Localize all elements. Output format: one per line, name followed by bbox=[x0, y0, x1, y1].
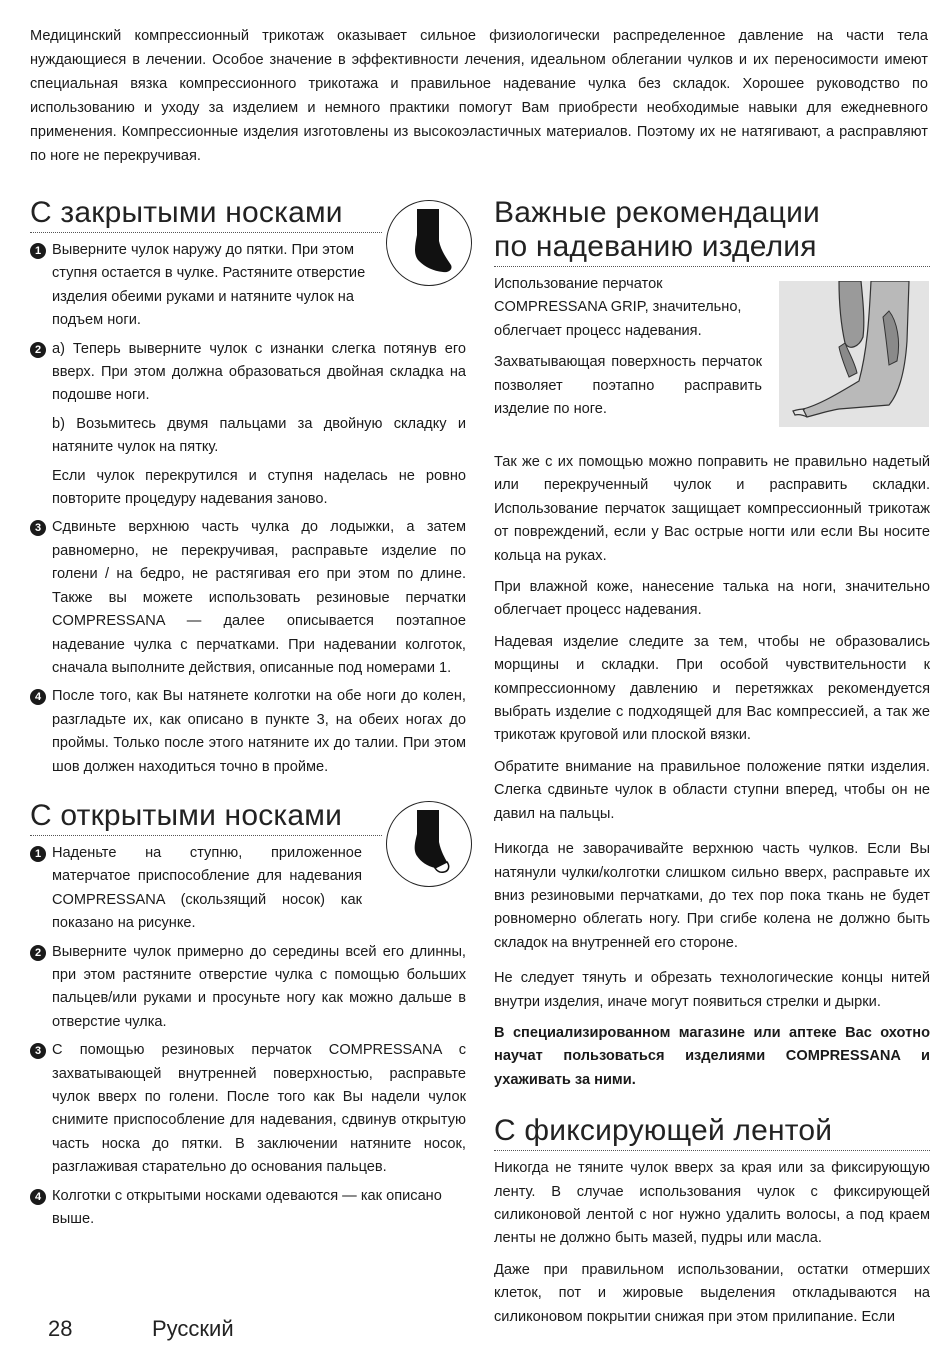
step-number-badge: 3 bbox=[30, 520, 46, 536]
open-toe-section-header bbox=[30, 799, 466, 836]
recommendations-title-line-1: Важные рекомендации bbox=[494, 196, 820, 229]
closed-step-1 bbox=[30, 239, 466, 333]
right-column bbox=[494, 196, 930, 1337]
page-language: Русский bbox=[152, 1316, 234, 1341]
band-paragraph-2: Даже при правильном использовании, остатки отмерших клеток, пот и жировые выделения откладываются на силиконовом покрытии снижая при этом прилипание. Если bbox=[494, 1261, 930, 1325]
step-text: Выверните чулок наружу до пятки. При этом ступня остается в чулке. Растяните отверстие изделия обеими руками и натяните чулок на подъем ноги. bbox=[52, 242, 366, 329]
closed-step-3 bbox=[30, 516, 466, 680]
closed-step-2 bbox=[30, 338, 466, 408]
step-text: Выверните чулок примерно до середины всей его длинны, при этом растяните отверстие чулка с помощью больших пальцев/или руками и просуньте ногу как можно дальше в отверстие чулка. bbox=[52, 943, 466, 1030]
left-column bbox=[30, 196, 466, 1236]
fold-top-paragraph: Никогда не заворачивайте верхнюю часть чулков. Если Вы натянули чулки/колготки слишком сильно вверх, расправьте их вниз резиновыми перчатками, до тех пор пока ткань не будет ровномерно облегать ногу. При сгибе колена не должно быть складок на внутренней его стороне. bbox=[494, 841, 930, 951]
closed-toe-title: С закрытыми носками bbox=[30, 196, 343, 229]
step-number-badge: 2 bbox=[30, 342, 46, 358]
intro-paragraph: Медицинский компрессионный трикотаж оказывает сильное физиологически распределенное давление на части тела нуждающиеся в лечении. Особое значение в эффективности лечения, идеальном облегании чулков и их переносимости имеют специальная вязка компрессионного трикотажа и правильное надевание чулка без складок. Хорошее руководство по использованию и уходу за изделием и немного практики помогут Вам приобрести необходимые навыки для ежедневного применения. Компрессионные изделия изготовлены из высокоэластичных материалов. Поэтому их не натягивают, а расправляют по ноге не перекручивая. bbox=[30, 28, 928, 164]
title-divider bbox=[494, 266, 930, 267]
gloves-paragraph-1: Использование перчаток COMPRESSANA GRIP, значительно, облегчает процесс надевания. bbox=[494, 276, 742, 339]
page-number: 28 bbox=[48, 1316, 73, 1341]
band-paragraph-1: Никогда не тяните чулок вверх за края или за фиксирующую ленту. В случае использования чулок с фиксирующей силиконовой лентой с ног нужно удалить волосы, а под краем ленты не должно быть мазей, пудры или масла. bbox=[494, 1160, 930, 1247]
wrinkles-paragraph: Надевая изделие следите за тем, чтобы не образовались морщины и складки. При особой чувствительности к компрессионному давлению и перетяжках рекомендуется выбрать изделие с подходящей для Вас компрессией, а так же трикотаж круговой или плоской вязки. bbox=[494, 633, 930, 744]
step-number-badge: 3 bbox=[30, 1043, 46, 1059]
recommendations-section-header bbox=[494, 196, 930, 267]
step-number-badge: 1 bbox=[30, 846, 46, 862]
step-text: После того, как Вы натянете колготки на обе ноги до колен, разгладьте их, как описано в пункте 3, на обеих ногах до проймы. Только после этого натяните их до талии. При этом шов должен находиться точно в пройме. bbox=[52, 688, 466, 775]
step-number-badge: 4 bbox=[30, 1189, 46, 1205]
closed-toe-section-header bbox=[30, 196, 466, 233]
gloves-intro-block bbox=[494, 273, 930, 455]
step-text: Наденьте на ступню, приложенное матерчатое приспособление для надевания COMPRESSANA (скользящий носок) как показано на рисунке. bbox=[52, 844, 362, 932]
open-step-4 bbox=[30, 1185, 466, 1232]
gloves-paragraph-3: Так же с их помощью можно поправить не правильно надетый или перекрученный чулок и расправить складки. Использование перчаток защищает компрессионный трикотаж от повреждений, если у Вас острые ногти или если Вы носите кольца на руках. bbox=[494, 454, 930, 564]
title-divider bbox=[30, 232, 382, 233]
open-toe-title: С открытыми носками bbox=[30, 798, 343, 832]
threads-paragraph: Не следует тянуть и обрезать технологические концы нитей внутри изделия, иначе могут появиться стрелки и дырки. bbox=[494, 970, 930, 1010]
open-step-1 bbox=[30, 842, 466, 936]
step-text: Колготки с открытыми носками одеваются — как описано выше. bbox=[52, 1187, 442, 1228]
step-number-badge: 1 bbox=[30, 243, 46, 259]
open-step-2 bbox=[30, 941, 466, 1035]
closed-step-2-c: Если чулок перекрутился и ступня наделась не ровно повторите процедуру надевания заново. bbox=[52, 467, 466, 508]
step-text: С помощью резиновых перчаток COMPRESSANA с захватывающей внутренней поверхностью, расправьте чулок вверх по голени. После того как Вы надели чулок снимите приспособление для надевания, сдвинув открытую часть носка до пятки. В заключении натяните носок, разглаживая старательно до основания пальцев. bbox=[52, 1042, 466, 1176]
open-step-3 bbox=[30, 1039, 466, 1179]
step-text: a) Теперь выверните чулок с изнанки слегка потянув его вверх. При этом должна образоваться двойная складка на подошве ноги. bbox=[52, 340, 466, 404]
band-title: С фиксирующей лентой bbox=[494, 1114, 833, 1148]
gloves-on-leg-illustration bbox=[779, 281, 929, 427]
step-number-badge: 2 bbox=[30, 945, 46, 961]
step-text: Сдвиньте верхнюю часть чулка до лодыжки, а затем равномерно, не перекручивая, расправьте изделие по голени / на бедро, не растягивая его при этом по длине. Также вы можете использовать резиновые перчатки COMPRESSANA — далее описывается поэтапное надевание чулка с перчатками. При надевании колготок, сначала выполните действия, описанные под номерами 1. bbox=[52, 519, 466, 676]
title-divider bbox=[494, 1150, 930, 1151]
recommendations-title bbox=[494, 196, 930, 264]
closed-step-4 bbox=[30, 685, 466, 779]
recommendations-title-line-2: по надеванию изделия bbox=[494, 230, 817, 263]
gloves-paragraph-2: Захватывающая поверхность перчаток позволяет поэтапно расправить изделие по ноге. bbox=[494, 354, 762, 418]
step-number-badge: 4 bbox=[30, 689, 46, 705]
talc-paragraph: При влажной коже, нанесение талька на ноги, значительно облегчает процесс надевания. bbox=[494, 579, 930, 619]
title-divider bbox=[30, 835, 382, 836]
band-section-header bbox=[494, 1114, 930, 1151]
store-advice-paragraph: В специализированном магазине или аптеке Вас охотно научат пользоваться изделиями COMPRESSANA и ухаживать за ними. bbox=[494, 1024, 930, 1088]
heel-paragraph: Обратите внимание на правильное положение пятки изделия. Слегка сдвиньте чулок в области ступни вперед, чтобы он не давил на пальцы. bbox=[494, 758, 930, 822]
closed-step-2-b: b) Возьмитесь двумя пальцами за двойную складку и натяните чулок на пятку. bbox=[52, 415, 466, 456]
